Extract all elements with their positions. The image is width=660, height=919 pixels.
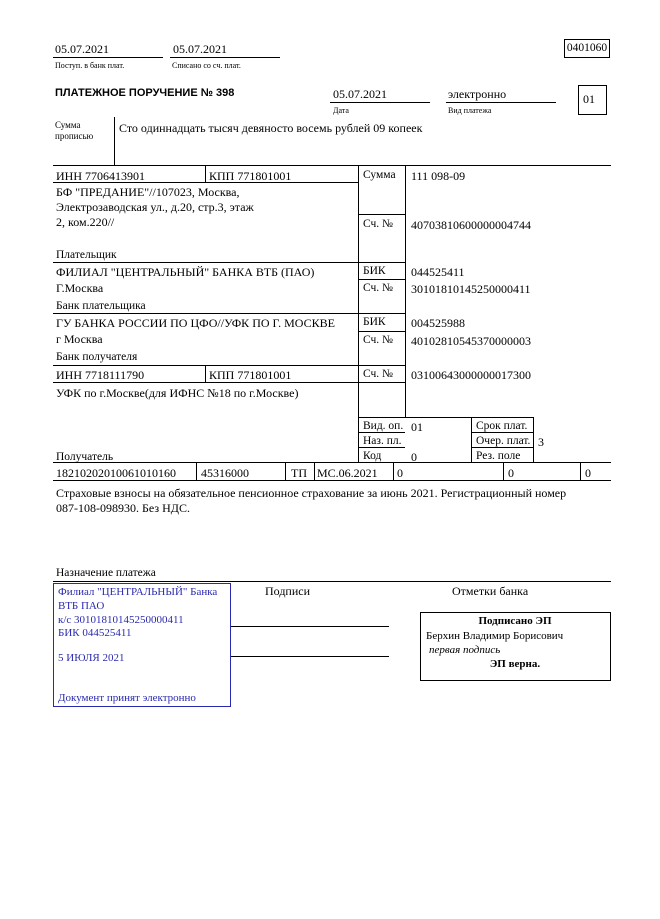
order-date-label: Дата — [333, 106, 349, 115]
payee-inn: ИНН 7718111790 — [56, 368, 145, 382]
vid-op-label: Вид. оп. — [363, 420, 404, 432]
ocher: 3 — [538, 435, 544, 449]
ep-signer: Берхин Владимир Борисович — [426, 630, 564, 642]
payer-amount: 111 098-09 — [411, 169, 466, 183]
tax-type: 0 — [585, 466, 591, 480]
tax-oktmo: 45316000 — [201, 466, 249, 480]
tax-basis: ТП — [291, 466, 307, 480]
bank-stamp-date: 5 ИЮЛЯ 2021 — [58, 652, 125, 664]
amount-words: Сто одиннадцать тысяч девяносто восемь рублей 09 копеек — [119, 121, 423, 135]
payer-bank-city: Г.Москва — [56, 281, 104, 295]
srok-label: Срок плат. — [476, 420, 528, 432]
payer-name-2: Электрозаводская ул., д.20, стр.3, этаж — [56, 200, 254, 214]
payer-account: 40703810600000004744 — [411, 218, 531, 232]
amount-words-label-2: прописью — [55, 131, 94, 141]
received-date: 05.07.2021 — [55, 42, 109, 56]
payment-type-label: Вид платежа — [448, 106, 492, 115]
payee-label: Получатель — [56, 451, 114, 463]
kod-label: Код — [363, 450, 382, 462]
bank-stamp-accepted: Документ принят электронно — [58, 692, 196, 704]
payer-amount-label: Сумма — [363, 169, 396, 181]
tax-period: МС.06.2021 — [317, 466, 378, 480]
payer-bank-bik-label: БИК — [363, 265, 386, 277]
bank-stamp-line-3: к/с 30101810145250000411 — [58, 614, 184, 626]
payer-name-3: 2, ком.220// — [56, 215, 115, 229]
payer-bank-bik: 044525411 — [411, 265, 465, 279]
order-title: ПЛАТЕЖНОЕ ПОРУЧЕНИЕ № 398 — [55, 87, 235, 99]
purpose-line-2: 087-108-098930. Без НДС. — [56, 501, 190, 515]
debited-date: 05.07.2021 — [173, 42, 227, 56]
payee-kpp: КПП 771801001 — [209, 368, 292, 382]
vid-op: 01 — [411, 420, 423, 434]
signatures-label: Подписи — [265, 584, 311, 598]
form-code: 0401060 — [564, 39, 610, 58]
payer-inn: ИНН 7706413901 — [56, 169, 145, 183]
ep-verified: ЭП верна. — [489, 658, 541, 670]
bank-stamp — [53, 583, 231, 707]
payer-name-1: БФ "ПРЕДАНИЕ"//107023, Москва, — [56, 185, 240, 199]
payee-bank-bik: 004525988 — [411, 316, 465, 330]
debited-label: Списано со сч. плат. — [172, 61, 241, 70]
payee-bank-account: 40102810545370000003 — [411, 334, 531, 348]
purpose-label: Назначение платежа — [56, 567, 156, 579]
bank-stamp-line-2: ВТБ ПАО — [58, 600, 105, 612]
payee-name: УФК по г.Москве(для ИФНС №18 по г.Москве) — [56, 386, 299, 400]
amount-words-label-1: Сумма — [55, 120, 81, 130]
kod: 0 — [411, 450, 417, 464]
payee-account-label: Сч. № — [363, 368, 394, 380]
payer-bank-account-label: Сч. № — [363, 282, 394, 294]
payer-bank-account: 30101810145250000411 — [411, 282, 531, 296]
tax-doc-number: 0 — [397, 466, 403, 480]
bank-stamp-line-4: БИК 044525411 — [58, 627, 132, 639]
rez-label: Рез. поле — [476, 450, 521, 462]
payee-account: 03100643000000017300 — [411, 368, 531, 382]
payer-bank-label: Банк плательщика — [56, 300, 146, 312]
tax-doc-date: 0 — [508, 466, 514, 480]
tax-kbk: 18210202010061010160 — [56, 466, 176, 480]
payer-kpp: КПП 771801001 — [209, 169, 292, 183]
ocher-label: Очер. плат. — [476, 435, 531, 447]
payee-bank-bik-label: БИК — [363, 316, 386, 328]
ep-title: Подписано ЭП — [478, 615, 552, 627]
received-label: Поступ. в банк плат. — [55, 61, 125, 70]
payer-account-label: Сч. № — [363, 218, 394, 230]
payment-type: электронно — [448, 87, 507, 101]
payee-bank-name: ГУ БАНКА РОССИИ ПО ЦФО//УФК ПО Г. МОСКВЕ — [56, 316, 335, 330]
payee-bank-label: Банк получателя — [56, 351, 138, 363]
payer-bank-name: ФИЛИАЛ "ЦЕНТРАЛЬНЫЙ" БАНКА ВТБ (ПАО) — [56, 265, 315, 279]
payer-label: Плательщик — [56, 249, 117, 261]
bank-stamp-line-1: Филиал "ЦЕНТРАЛЬНЫЙ" Банка — [58, 586, 218, 598]
order-date: 05.07.2021 — [333, 87, 387, 101]
payee-bank-account-label: Сч. № — [363, 334, 394, 346]
bank-marks-label: Отметки банка — [452, 584, 529, 598]
purpose-line-1: Страховые взносы на обязательное пенсионное страхование за июнь 2021. Регистрационный номер — [56, 486, 567, 500]
ep-role: первая подпись — [429, 644, 501, 656]
status-code: 01 — [578, 85, 607, 115]
naz-pl-label: Наз. пл. — [363, 435, 402, 447]
payee-bank-city: г Москва — [56, 332, 103, 346]
ep-stamp — [420, 612, 611, 681]
